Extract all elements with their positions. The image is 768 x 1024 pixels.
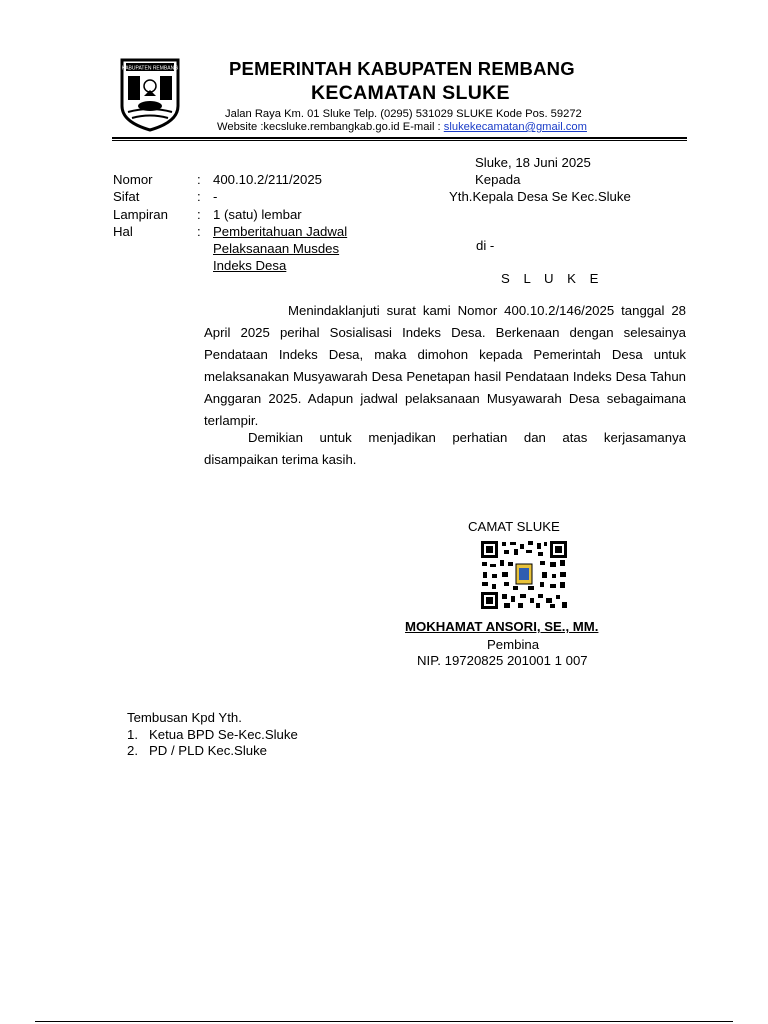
recipient-city: S L U K E <box>501 271 604 286</box>
field-value-hal-line3: Indeks Desa <box>213 258 287 273</box>
body-paragraph-1: Menindaklanjuti surat kami Nomor 400.10.2/146/2025 tanggal 28 April 2025 perihal Sosialisasi Indeks Desa. Berkenaan dengan selesainya Pendataan Indeks Desa, maka dimohon kepada Pemerintah Desa untuk melaksanakan Musyawarah Desa Penetapan hasil Pendataan Indeks Desa Tahun Anggaran 2025. Adapun jadwal pelaksanaan Musyawarah Desa sebagaimana terlampir. <box>204 303 686 428</box>
signatory-name: MOKHAMAT ANSORI, SE., MM. <box>405 619 599 634</box>
header-title-line2: KECAMATAN SLUKE <box>311 82 510 104</box>
field-value-sifat: - <box>213 189 218 204</box>
header-website <box>217 121 587 133</box>
cc-heading: Tembusan Kpd Yth. <box>127 710 242 725</box>
kepada-label: Kepada <box>475 172 521 187</box>
signature-qr-code <box>480 540 568 610</box>
field-label-lampiran: Lampiran <box>113 207 168 222</box>
field-label-hal: Hal <box>113 224 133 239</box>
field-value-hal-line1: Pemberitahuan Jadwal <box>213 224 348 239</box>
place-date: Sluke, 18 Juni 2025 <box>475 155 591 170</box>
field-colon: : <box>197 207 201 222</box>
field-label-nomor: Nomor <box>113 172 153 187</box>
cc-item-text: Ketua BPD Se-Kec.Sluke <box>149 727 298 742</box>
body-paragraph-2: Demikian untuk menjadikan perhatian dan atas kerjasamanya disampaikan terima kasih. <box>204 430 686 467</box>
di-label: di - <box>476 238 495 253</box>
field-colon: : <box>197 172 201 187</box>
header-title-line1: PEMERINTAH KABUPATEN REMBANG <box>229 58 575 79</box>
recipient: Yth.Kepala Desa Se Kec.Sluke <box>449 189 631 204</box>
email-link[interactable]: slukekecamatan@gmail.com <box>443 121 587 133</box>
field-value-nomor: 400.10.2/211/2025 <box>213 172 323 187</box>
signature-title: CAMAT SLUKE <box>468 519 560 534</box>
cc-item-number: 1. <box>127 727 138 742</box>
signatory-nip: NIP. 19720825 201001 1 007 <box>417 653 588 668</box>
cc-item-text: PD / PLD Kec.Sluke <box>149 743 268 758</box>
field-colon: : <box>197 189 201 204</box>
page-bottom-edge <box>35 1021 733 1022</box>
kabupaten-rembang-emblem <box>118 56 182 132</box>
header-address: Jalan Raya Km. 01 Sluke Telp. (0295) 531029 SLUKE Kode Pos. 59272 <box>225 108 582 120</box>
field-label-sifat: Sifat <box>113 189 140 204</box>
field-value-lampiran: 1 (satu) lembar <box>213 207 302 222</box>
svg-text:KABUPATEN REMBANG: KABUPATEN REMBANG <box>121 65 179 72</box>
header-divider-thick <box>112 137 687 139</box>
signatory-rank: Pembina <box>487 637 540 652</box>
field-value-hal-line2: Pelaksanaan Musdes <box>213 241 340 256</box>
header-divider-thin <box>112 140 687 141</box>
field-colon: : <box>197 224 201 239</box>
website-text: Website :kecsluke.rembangkab.go.id E-mail : <box>217 121 444 133</box>
cc-item-number: 2. <box>127 743 138 758</box>
